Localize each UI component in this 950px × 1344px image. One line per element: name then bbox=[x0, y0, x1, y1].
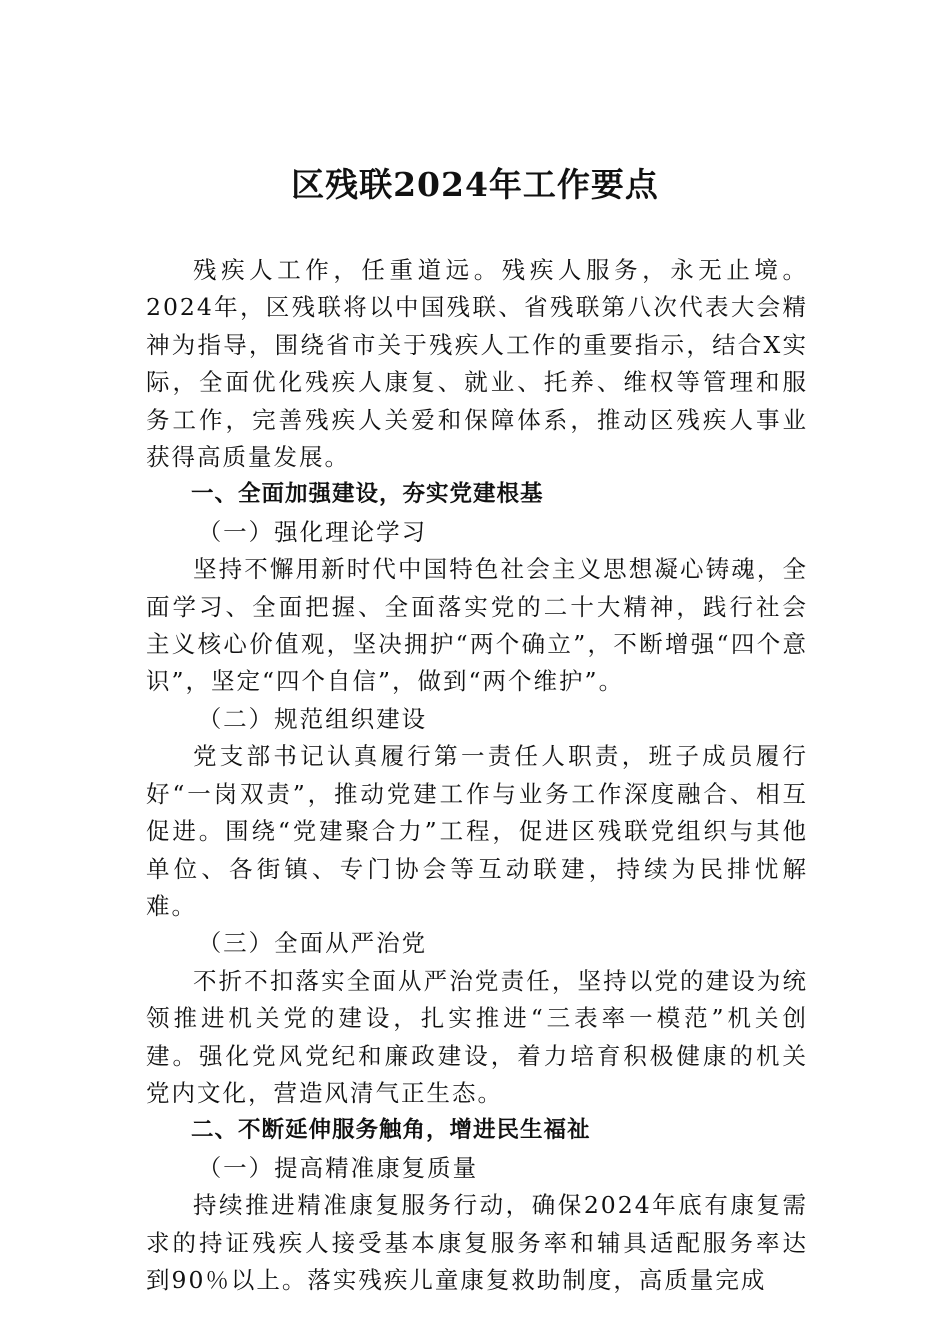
section-1-3-paragraph: 不折不扣落实全面从严治党责任，坚持以党的建设为统领推进机关党的建设，扎实推进“三表率一模范”机关创建。强化党风党纪和廉政建设，着力培育积极健康的机关党内文化，营造风清气正生态。 bbox=[146, 966, 808, 1107]
section-1-heading: 一、全面加强建设，夯实党建根基 bbox=[191, 481, 544, 508]
section-1-1-paragraph: 坚持不懈用新时代中国特色社会主义思想凝心铸魂，全面学习、全面把握、全面落实党的二十大精神，践行社会主义核心价值观，坚决拥护“两个确立”，不断增强“四个意识”，坚定“四个自信”，做到“两个维护”。 bbox=[146, 555, 808, 696]
section-1-1-heading: （一）强化理论学习 bbox=[197, 517, 428, 546]
document-body bbox=[146, 252, 808, 1299]
section-1-2-heading: （二）规范组织建设 bbox=[197, 704, 428, 733]
document-title: 区残联2024年工作要点 bbox=[291, 165, 659, 204]
section-2-heading: 二、不断延伸服务触角，增进民生福祉 bbox=[191, 1117, 591, 1144]
section-2-1-heading: （一）提高精准康复质量 bbox=[197, 1153, 479, 1182]
section-1-3-heading: （三）全面从严治党 bbox=[197, 929, 428, 958]
section-1-2-paragraph: 党支部书记认真履行第一责任人职责，班子成员履行好“一岗双责”，推动党建工作与业务工作深度融合、相互促进。围绕“党建聚合力”工程，促进区残联党组织与其他单位、各街镇、专门协会等互动联建，持续为民排忧解难。 bbox=[146, 742, 808, 920]
section-2-1-paragraph: 持续推进精准康复服务行动，确保2024年底有康复需求的持证残疾人接受基本康复服务率和辅具适配服务率达到90％以上。落实残疾儿童康复救助制度，高质量完成 bbox=[146, 1191, 808, 1294]
intro-paragraph: 残疾人工作，任重道远。残疾人服务，永无止境。2024年，区残联将以中国残联、省残联第八次代表大会精神为指导，围绕省市关于残疾人工作的重要指示，结合X实际，全面优化残疾人康复、就业、托养、维权等管理和服务工作，完善残疾人关爱和保障体系，推动区残疾人事业获得高质量发展。 bbox=[146, 256, 808, 472]
